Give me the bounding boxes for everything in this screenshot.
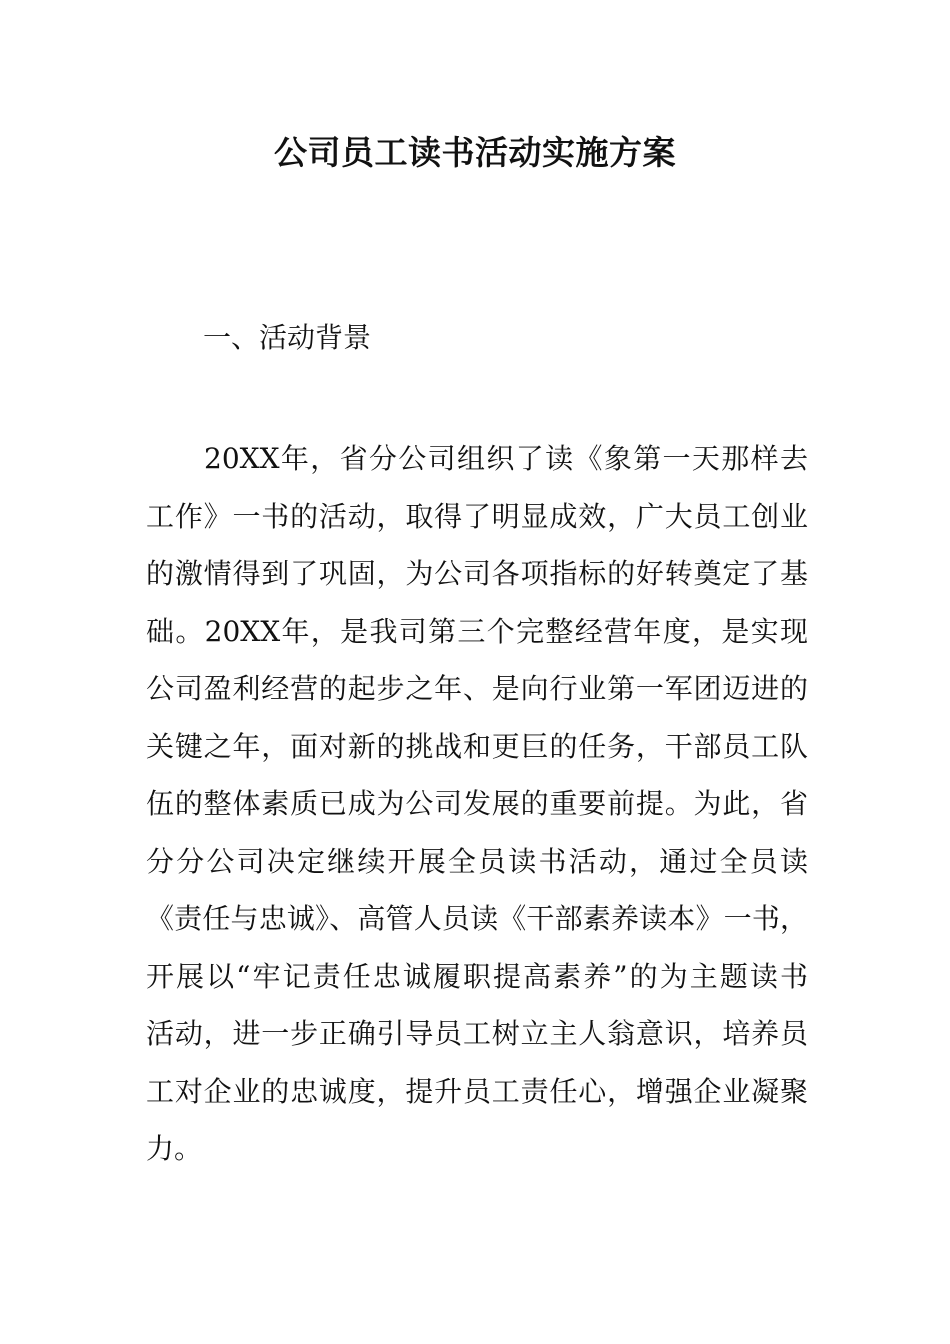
paragraph-line: 开展以“牢记责任忠诚履职提高素养”的为主题读书 [146, 959, 808, 993]
background-paragraph [146, 430, 808, 1178]
paragraph-line: 公司盈利经营的起步之年、是向行业第一军团迈进的 [146, 672, 808, 705]
paragraph-line: 工作》一书的活动，取得了明显成效，广大员工创业 [146, 499, 808, 533]
paragraph-line: 的激情得到了巩固，为公司各项指标的好转奠定了基 [146, 557, 808, 590]
paragraph-line: 力。 [146, 1132, 203, 1165]
paragraph-line: 《责任与忠诚》、高管人员读《干部素养读本》一书， [146, 902, 808, 935]
section-heading-background: 一、活动背景 [203, 321, 372, 354]
document-title: 公司员工读书活动实施方案 [274, 133, 676, 172]
paragraph-line: 20XX年，省分公司组织了读《象第一天那样去 [204, 442, 808, 475]
paragraph-line: 活动，进一步正确引导员工树立主人翁意识，培养员 [146, 1017, 808, 1050]
paragraph-line: 础。20XX年，是我司第三个完整经营年度，是实现 [146, 614, 808, 648]
paragraph-line: 伍的整体素质已成为公司发展的重要前提。为此，省 [146, 787, 808, 820]
paragraph-line: 工对企业的忠诚度，提升员工责任心，增强企业凝聚 [146, 1074, 808, 1108]
paragraph-line: 分分公司决定继续开展全员读书活动，通过全员读 [146, 844, 808, 878]
paragraph-line: 关键之年，面对新的挑战和更巨的任务，干部员工队 [146, 729, 808, 763]
